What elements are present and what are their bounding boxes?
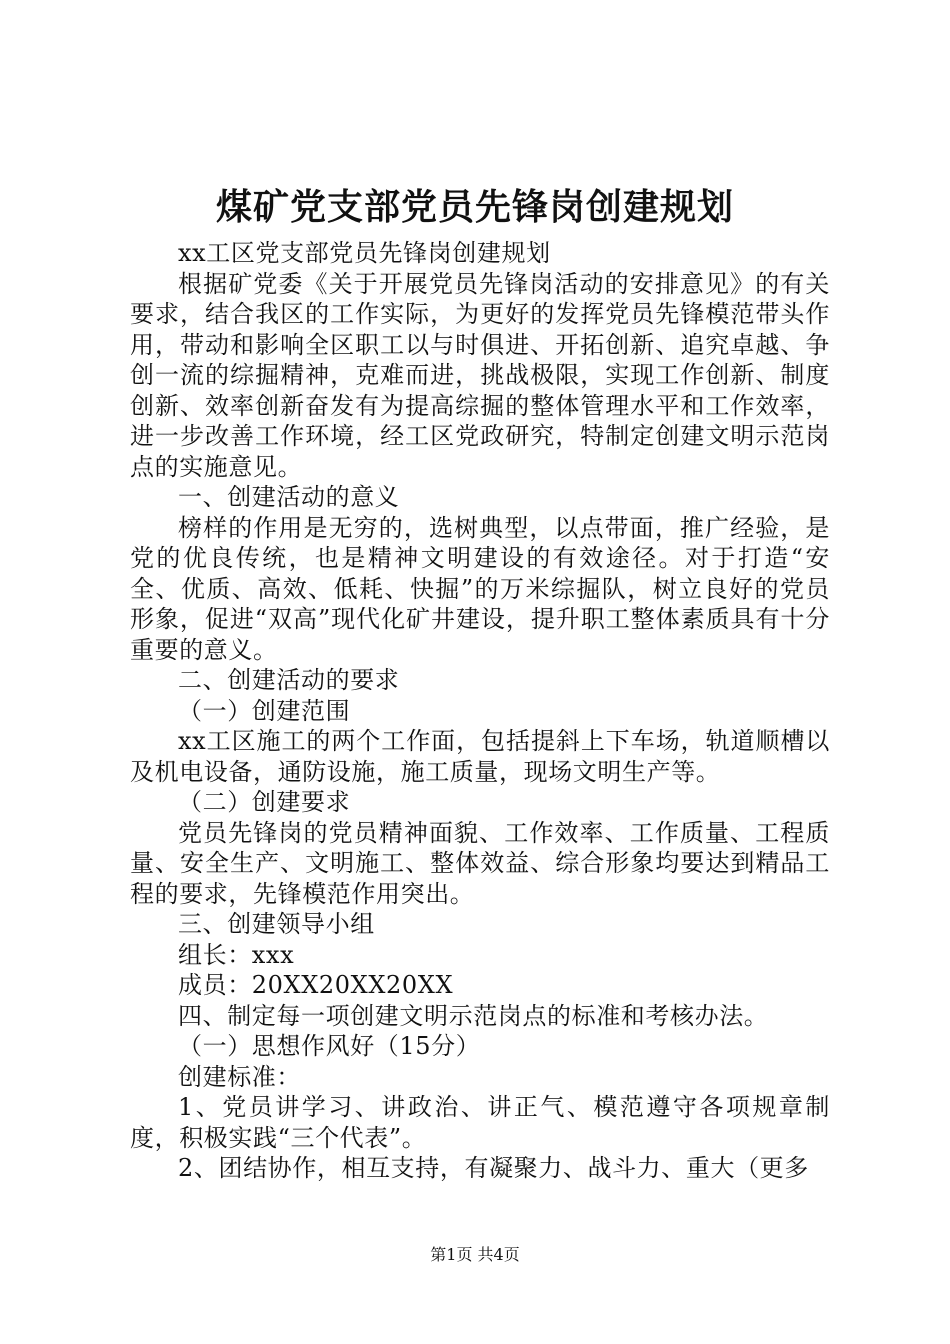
scope-paragraph: xx工区施工的两个工作面，包括提斜上下车场，轨道顺槽以及机电设备，通防设施，施工质量，现场文明生产等。 xyxy=(130,727,830,786)
requirements-paragraph: 党员先锋岗的党员精神面貌、工作效率、工作质量、工程质量、安全生产、文明施工、整体效益、综合形象均要达到精品工程的要求，先锋模范作用突出。 xyxy=(130,818,830,908)
document-body xyxy=(130,238,830,1184)
section-heading-2: 二、创建活动的要求 xyxy=(178,666,400,694)
subtitle-paragraph: xx工区党支部党员先锋岗创建规划 xyxy=(178,239,551,267)
section-heading-4: 四、制定每一项创建文明示范岗点的标准和考核办法。 xyxy=(178,1001,769,1030)
intro-paragraph: 根据矿党委《关于开展党员先锋岗活动的安排意见》的有关要求，结合我区的工作实际，为更好的发挥党员先锋模范带头作用，带动和影响全区职工以与时俱进、开拓创新、追究卓越、争创一流的综掘精神，克难而进，挑战极限，实现工作创新、制度创新、效率创新奋发有为提高综掘的整体管理水平和工作效率，进一步改善工作环境，经工区党政研究，特制定创建文明示范岗点的实施意见。 xyxy=(130,269,830,481)
standard-item-1: 1、党员讲学习、讲政治、讲正气、模范遵守各项规章制度，积极实践“三个代表”。 xyxy=(130,1093,830,1152)
standards-label: 创建标准： xyxy=(178,1062,301,1091)
subsection-heading-scope: （一）创建范围 xyxy=(178,696,351,725)
section-heading-1: 一、创建活动的意义 xyxy=(178,483,400,511)
subsection-heading-requirements: （二）创建要求 xyxy=(178,788,351,816)
section-heading-3: 三、创建领导小组 xyxy=(178,910,375,938)
significance-paragraph: 榜样的作用是无穷的，选树典型，以点带面，推广经验，是党的优良传统，也是精神文明建设的有效途径。对于打造“安全、优质、高效、低耗、快掘”的万米综掘队，树立良好的党员形象，促进“双高”现代化矿井建设，提升职工整体素质具有十分重要的意义。 xyxy=(130,513,830,664)
group-leader-line: 组长：xxx xyxy=(178,940,295,969)
subsection-heading-ideology: （一）思想作风好（15分） xyxy=(178,1032,481,1060)
group-members-line: 成员：20XX20XX20XX xyxy=(178,971,454,999)
page-number-footer: 第1页 共4页 xyxy=(430,1245,520,1264)
document-title: 煤矿党支部党员先锋岗创建规划 xyxy=(215,186,734,228)
standard-item-2: 2、团结协作，相互支持，有凝聚力、战斗力、重大（更多 xyxy=(178,1154,809,1182)
